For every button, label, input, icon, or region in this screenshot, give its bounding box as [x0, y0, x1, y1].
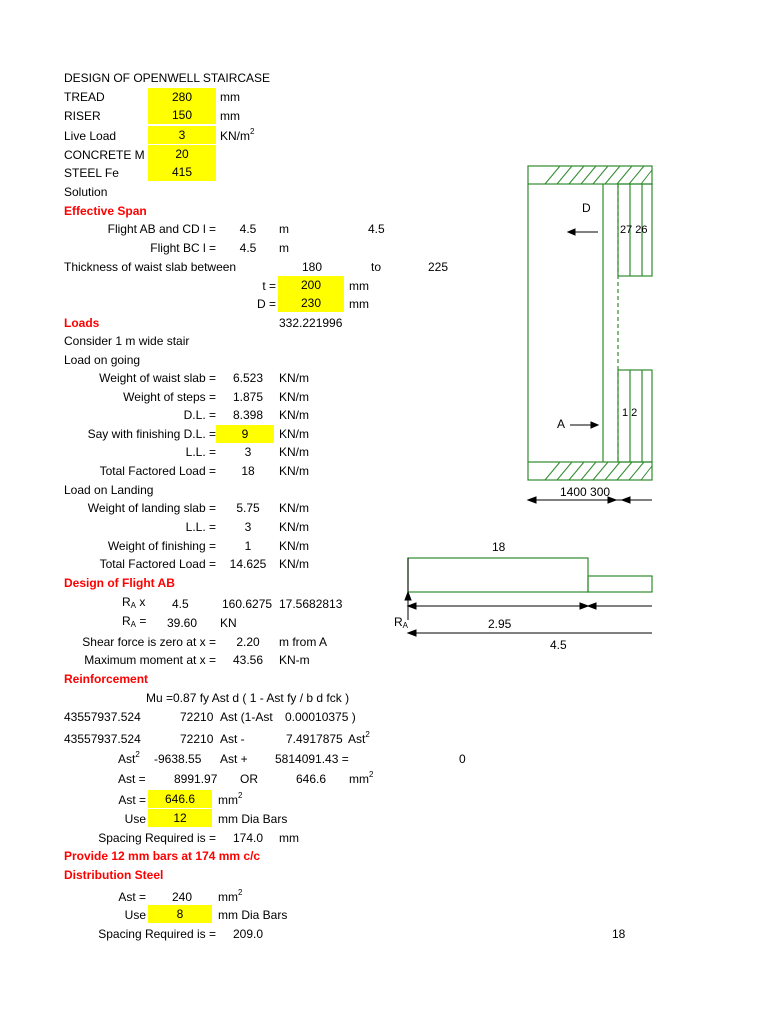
ast-value[interactable]: 646.6: [148, 790, 212, 808]
waist-slab-label: Thickness of waist slab between: [64, 260, 237, 274]
flight-bc-value: 4.5: [239, 241, 257, 255]
landing-value-0: 5.75: [236, 501, 260, 515]
landing-label-1: L.L. =: [185, 520, 216, 534]
load-on-landing-heading: Load on Landing: [64, 483, 154, 497]
eq4-c: OR: [240, 772, 258, 786]
label-d: D: [582, 201, 591, 215]
landing-value-3: 14.625: [229, 557, 267, 571]
ra-value: 39.60: [167, 616, 198, 630]
dist-ast-unit: $mm^2$: [218, 888, 243, 904]
dist-spacing-label: Spacing Required is =: [98, 927, 216, 941]
flight-ab-cd-extra: 4.5: [368, 222, 385, 236]
going-unit-4: KN/m: [279, 445, 309, 459]
ra-x-label: RA x: [122, 595, 146, 610]
flight-ab-cd-label: Flight AB and CD l =: [107, 222, 216, 236]
spacing-label: Spacing Required is =: [98, 831, 216, 845]
t-value[interactable]: 200: [278, 276, 344, 294]
spacing-value: 174.0: [232, 831, 264, 845]
ra-label: RA =: [122, 614, 147, 629]
load-block-landing: [588, 576, 652, 592]
tread-value[interactable]: 280: [148, 88, 216, 106]
going-unit-1: KN/m: [279, 390, 309, 404]
page-tail-number: 18: [612, 927, 626, 941]
going-label-5: Total Factored Load =: [99, 464, 216, 478]
moment-unit: KN-m: [279, 653, 310, 667]
waist-min: 180: [301, 260, 323, 274]
dim-1400-300: 1400 300: [560, 485, 611, 499]
consider-text: Consider 1 m wide stair: [64, 334, 190, 348]
landing-label-2: Weight of finishing =: [107, 539, 216, 553]
dist-ast-value: 240: [171, 890, 193, 904]
eq1-c: Ast (1-Ast: [220, 710, 273, 724]
live-load-unit: $KN/m^2$: [220, 127, 255, 143]
going-label-1: Weight of steps =: [123, 390, 216, 404]
landing-label-0: Weight of landing slab =: [87, 501, 216, 515]
riser-value[interactable]: 150: [148, 106, 216, 124]
mu-formula: Mu =0.87 fy Ast d ( 1 - Ast fy / b d fck ): [146, 691, 350, 705]
going-label-0: Weight of waist slab =: [99, 371, 216, 385]
moment-label: Maximum moment at x =: [84, 653, 216, 667]
steel-label: STEEL Fe: [64, 166, 119, 180]
ra-unit: KN: [220, 616, 237, 630]
eq2-c: Ast -: [220, 732, 245, 746]
loads-extra: 332.221996: [279, 316, 343, 330]
sheet-title: DESIGN OF OPENWELL STAIRCASE: [64, 71, 271, 85]
t-label: t =: [262, 279, 276, 293]
live-load-value[interactable]: 3: [148, 126, 216, 144]
going-unit-3: KN/m: [279, 427, 309, 441]
d-unit: mm: [349, 297, 369, 311]
eq4-d: 646.6: [296, 772, 327, 786]
eq1-d: 0.00010375 ): [285, 710, 356, 724]
eq3-e: 0: [459, 752, 466, 766]
going-label-2: D.L. =: [183, 408, 216, 422]
label-12: 1 2: [622, 407, 638, 419]
going-unit-5: KN/m: [279, 464, 309, 478]
concrete-label: CONCRETE M: [64, 148, 145, 162]
tread-unit: mm: [220, 90, 240, 104]
shear-label: Shear force is zero at x =: [82, 635, 216, 649]
going-unit-2: KN/m: [279, 408, 309, 422]
flight-ab-cd-value: 4.5: [239, 222, 257, 236]
load-ra: RA: [394, 615, 409, 630]
eq3-b: -9638.55: [154, 752, 202, 766]
solution-label: Solution: [64, 185, 108, 199]
dist-use-label: Use: [124, 908, 146, 922]
use-unit: mm Dia Bars: [218, 812, 288, 826]
tread-label: TREAD: [64, 90, 105, 104]
landing-label-3: Total Factored Load =: [99, 557, 216, 571]
going-value-5: 18: [241, 464, 255, 478]
eq3-d: 5814091.43 =: [275, 752, 349, 766]
going-value-2: 8.398: [232, 408, 264, 422]
ra-x-v2: 160.6275: [222, 597, 273, 611]
dist-use-unit: mm Dia Bars: [218, 908, 288, 922]
steel-value[interactable]: 415: [148, 163, 216, 181]
d-label: D =: [256, 297, 276, 311]
load-on-going-heading: Load on going: [64, 353, 141, 367]
going-label-4: L.L. =: [185, 445, 216, 459]
eq2-a: 43557937.524: [64, 732, 141, 746]
going-unit-0: KN/m: [279, 371, 309, 385]
going-value-3[interactable]: 9: [216, 425, 274, 443]
eq3-c: Ast +: [220, 752, 248, 766]
flight-ab-cd-unit: m: [279, 222, 289, 236]
eq1-b: 72210: [180, 710, 214, 724]
eq1-a: 43557937.524: [64, 710, 141, 724]
loads-heading: Loads: [64, 316, 100, 330]
dim-4-5: 4.5: [550, 638, 567, 652]
ast-unit: $mm^2$: [218, 791, 243, 807]
effective-span-heading: Effective Span: [64, 204, 147, 218]
waist-max: 225: [427, 260, 449, 274]
use-value[interactable]: 12: [148, 809, 212, 827]
eq4-e: $mm^2$: [349, 770, 374, 786]
eq2-d: 7.4917875: [286, 732, 343, 746]
label-a: A: [557, 417, 566, 431]
eq4-b: 8991.97: [174, 772, 218, 786]
ra-x-v3: 17.5682813: [279, 597, 343, 611]
flight-ab-heading: Design of Flight AB: [64, 576, 175, 590]
use-label: Use: [124, 812, 146, 826]
dist-ast-label: Ast =: [118, 890, 146, 904]
t-unit: mm: [349, 279, 369, 293]
live-load-label: Live Load: [64, 129, 117, 143]
d-value[interactable]: 230: [278, 294, 344, 312]
load-block-going: [408, 558, 588, 592]
landing-unit-0: KN/m: [279, 501, 309, 515]
flight-bc-unit: m: [279, 241, 289, 255]
landing-value-1: 3: [244, 520, 252, 534]
landing-unit-1: KN/m: [279, 520, 309, 534]
waist-to: to: [371, 260, 382, 274]
going-label-3: Say with finishing D.L. =: [87, 427, 216, 441]
label-2726: 27 26: [620, 224, 648, 236]
going-value-1: 1.875: [232, 390, 264, 404]
concrete-value[interactable]: 20: [148, 145, 216, 163]
ast-label: Ast =: [118, 793, 146, 807]
reinforcement-heading: Reinforcement: [64, 672, 149, 686]
load-value: 18: [492, 540, 506, 554]
riser-unit: mm: [220, 109, 240, 123]
dist-spacing-value: 209.0: [232, 927, 264, 941]
shear-unit: m from A: [279, 635, 328, 649]
landing-unit-3: KN/m: [279, 557, 309, 571]
riser-label: RISER: [64, 109, 101, 123]
eq2-e: Ast$^2$: [348, 730, 370, 746]
landing-value-2: 1: [244, 539, 252, 553]
ra-x-v1: 4.5: [172, 597, 189, 611]
flight-bc-label: Flight BC l =: [150, 241, 216, 255]
provide-text: Provide 12 mm bars at 174 mm c/c: [64, 849, 261, 863]
going-value-4: 3: [244, 445, 252, 459]
going-value-0: 6.523: [232, 371, 264, 385]
dist-use-value[interactable]: 8: [148, 905, 212, 923]
distribution-heading: Distribution Steel: [64, 868, 164, 882]
moment-value: 43.56: [232, 653, 264, 667]
eq3-a: Ast$^2$: [118, 750, 140, 766]
dim-2-95: 2.95: [488, 617, 512, 631]
landing-unit-2: KN/m: [279, 539, 309, 553]
spacing-unit: mm: [279, 831, 299, 845]
eq2-b: 72210: [180, 732, 214, 746]
eq4-a: Ast =: [118, 772, 146, 786]
shear-value: 2.20: [236, 635, 260, 649]
